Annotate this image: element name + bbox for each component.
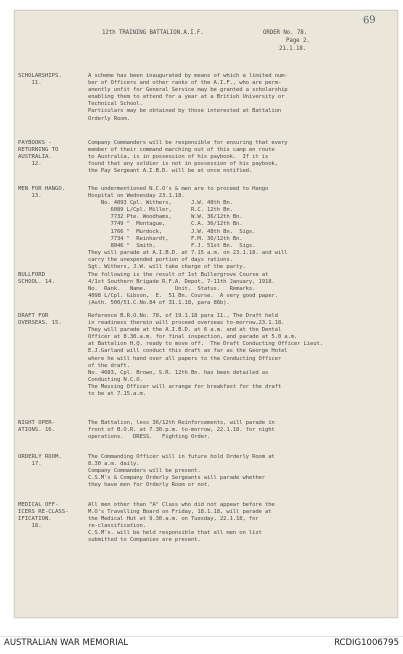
footer-record-id: RCDIG1006795 bbox=[334, 638, 399, 648]
section-label: SCHOLARSHIPS. 11. bbox=[18, 73, 62, 87]
footer-source: AUSTRALIAN WAR MEMORIAL bbox=[4, 638, 129, 648]
section-label: BULLFORD SCHOOL. 14. bbox=[18, 272, 56, 286]
section-label: NIGHT OPER- ATIONS. 16. bbox=[18, 420, 56, 434]
section-text: The undermentioned N.C.O's & men are to proceed to Hango Hospital on Wednesday 23.1.18. No. 4093 Cpl. Withers, J.W. 48th Bn. 6089 L/Cpl. Miller, R.C. 12th Bn. 7732 Pte. Woodhams, W.W. 36/12th Bn. 7749 " Montague, C.A. 36/12th Bn. 1766 " Murdock, J.W. 48th Bn. Sigs. 7734 " Reinhardt, F.M. 36/12th Bn. 8046 " Smith, F.J. 51st Bn. Sigs. They will parade at A.I.B.D. at 7.15 a.m. on 23.1.18. and will carry the unexpended portion of days rations. Sgt. Withers, J.W. will take charge of the party. bbox=[88, 186, 288, 271]
section-text: A scheme has been inaugurated by means of which a limited num- ber of Officers and other ranks of the A.I.F., who are perm- anently unfit for General Service may be granted a scholarship enabling them to attend for a year at a British University or Technical School. Particulars may be obtained by those interested at Battalion Orderly Room. bbox=[88, 73, 288, 122]
section-label: ORDERLY ROOM. 17. bbox=[18, 454, 62, 468]
section-text: The following is the result of 1st Bullergrove Course at 4/1st Southern Brigade R.F.A. Depot, 7-11th January, 1918. No. Rank. Name. Unit. Status. Remarks. 4098 L/Cpl. Gibson, E. 51 Bn. Course. A very good paper. (Auth. 500/51.C.No.84 of 31.1.18, para 86b). bbox=[88, 272, 278, 307]
section-label: PAYBOOKS - RETURNING TO AUSTRALIA. 12. bbox=[18, 140, 59, 168]
section-text: The Commanding Officer will in future hold Orderly Room at 8.30 a.m. daily. Company Commanders will be present. C.S.M's & Company Orderly Sergeants will parade whether they have men for Orderly Room or not. bbox=[88, 454, 275, 489]
section-text: The Battalion, less 36/12th Reinforcements, will parade in front of B.O.R. at 7.30.p.m. to-morrow, 22.1.18. for night operations. DRESS. Fighting Order. bbox=[88, 420, 275, 441]
header-order: ORDER No. 78. bbox=[263, 30, 308, 36]
section-text: Company Commanders will be responsible for ensuring that every member of their command marching out of this camp en route to Australia, is in possession of his paybook. If it is found that any soldier is not in possession of his paybook, the Pay Sergeant A.I.B.D. will be at once notified. bbox=[88, 140, 288, 175]
header-date: 21.1.18. bbox=[279, 46, 307, 52]
section-label: MEDICAL OFF- ICERS RE-CLASS- IFICATION. 18. bbox=[18, 502, 69, 530]
footer-divider bbox=[0, 636, 403, 637]
footer-bar bbox=[0, 636, 403, 654]
section-text: All men other than "A" Class who did not appear before the M.O's Travelling Board on Friday, 18.1.18, will parade at the Medical Hut at 9.30.a.m. on Tuesday, 22.1.18, for re-classification. C.S.M's. will be held responsible that all men on list submitted to Companies are present. bbox=[88, 502, 275, 544]
header-page: Page 2. bbox=[286, 38, 310, 44]
header-unit: 12th TRAINING BATTALION.A.I.F. bbox=[102, 30, 204, 36]
section-text: Reference B.R.O.No. 78, of 19.1.18 para 11., The Draft held in readiness therein will proceed overseas to-morrow,23.1.18. They will parade at the A.I.B.D. at 6 a.m. and at the Dental Officer at 8.30.a.m. for final inspection, and parade at 5.0 a.m. at Battalion H.Q. ready to move off. The Draft Conducting Officer Lieut. E.J.Garland will conduct this draft as far as the George Hotel where he will hand over all papers to the Conducting Officer of the draft. No. 4683, Cpl. Brown, S.R. 12th Bn. has been detailed as Conducting N.C.O. The Messing Officer will arrange for breakfast for the draft to be at 7.15.a.m. bbox=[88, 313, 323, 398]
section-label: MEN FOR HANGO. 13. bbox=[18, 186, 66, 200]
folio-number: 69 bbox=[362, 14, 377, 27]
section-label: DRAFT FOR OVERSEAS. 15. bbox=[18, 313, 62, 327]
